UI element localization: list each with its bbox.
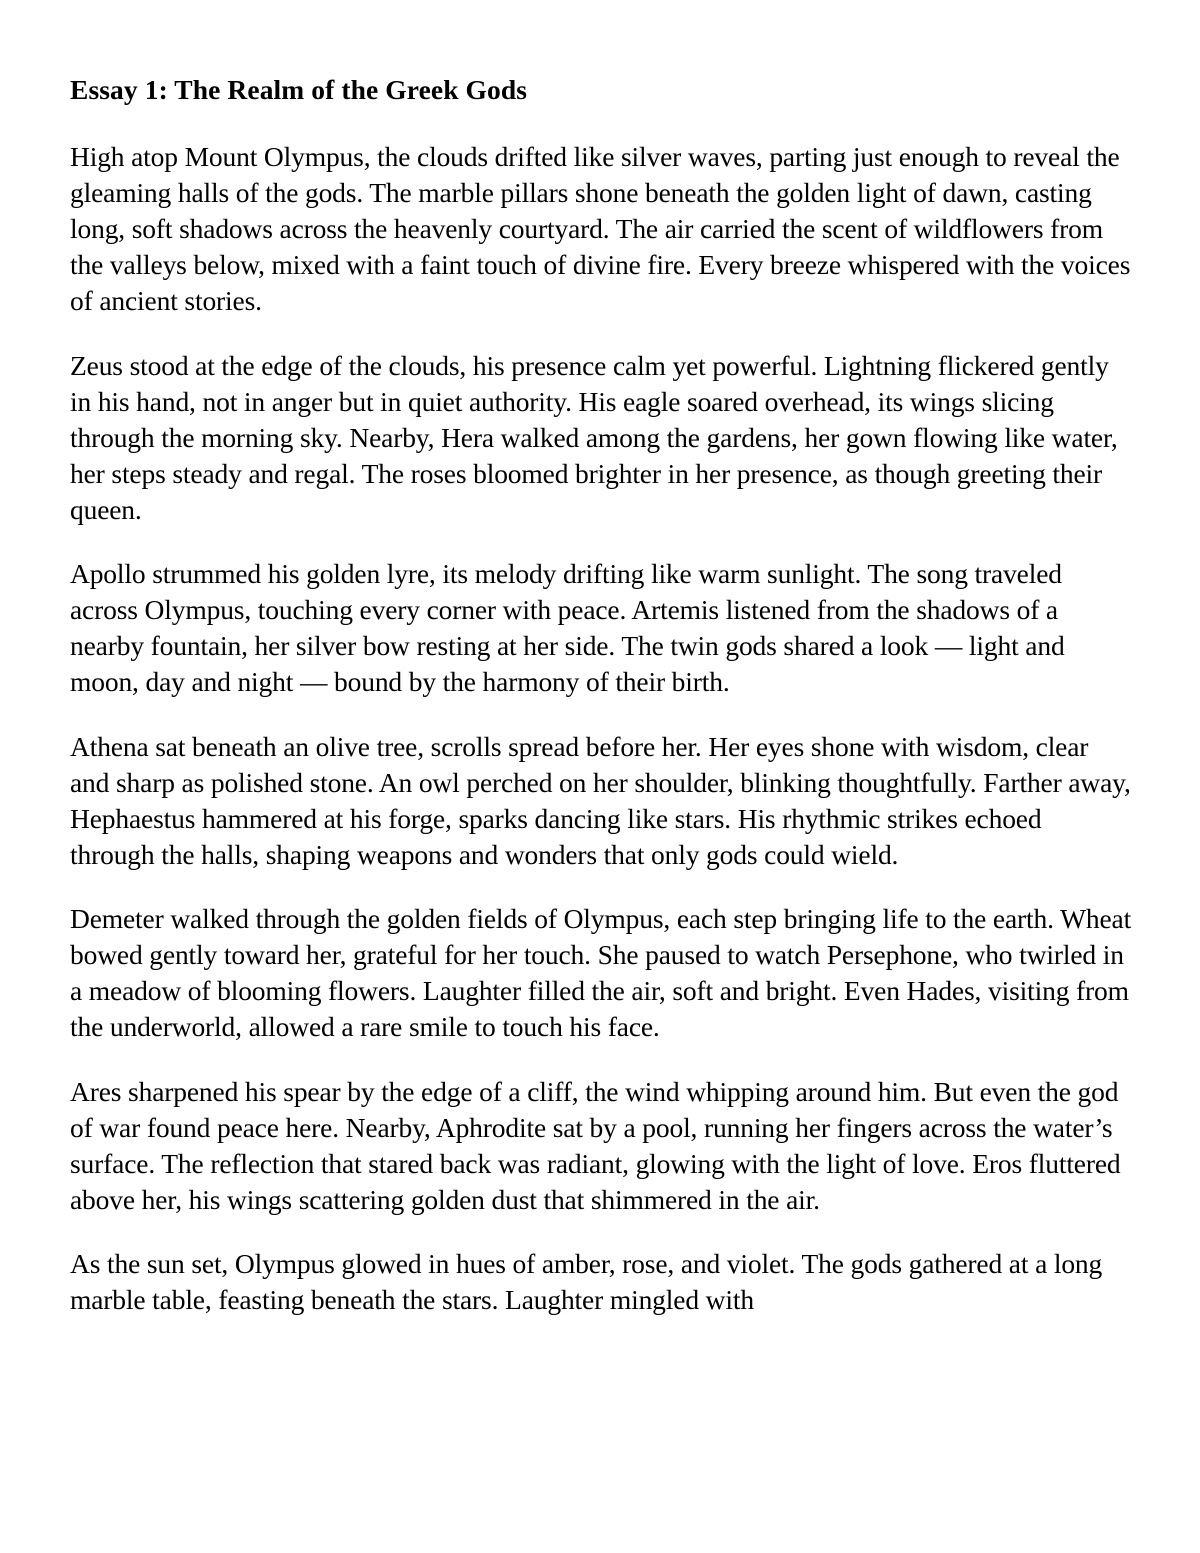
paragraph-ares-aphrodite: Ares sharpened his spear by the edge of a cliff, the wind whipping around him. But even the god of war found peace here. Nearby, Aphrodite sat by a pool, running her fingers across the water’s surface. The reflection that stared back was radiant, glowing with the light of love. Eros fluttered above her, his wings scattering golden dust that shimmered in the air. — [70, 1075, 1121, 1215]
paragraph-athena-hephaestus: Athena sat beneath an olive tree, scrolls spread before her. Her eyes shone with wisdom, clear and sharp as polished stone. An owl perched on her shoulder, blinking thoughtfully. Farther away, Hephaestus hammered at his forge, sparks dancing like stars. His rhythmic strikes echoed through the halls, shaping weapons and wonders that only gods could wield. — [70, 730, 1131, 870]
essay-title: Essay 1: The Realm of the Greek Gods — [70, 74, 528, 105]
paragraph-apollo-artemis: Apollo strummed his golden lyre, its melody drifting like warm sunlight. The song traveled across Olympus, touching every corner with peace. Artemis listened from the shadows of a nearby fountain, her silver bow resting at her side. The twin gods shared a look — light and moon, day and night — bound by the harmony of their birth. — [70, 558, 1065, 697]
paragraph-sunset: As the sun set, Olympus glowed in hues of amber, rose, and violet. The gods gathered at a long marble table, feasting beneath the stars. Laughter mingled with — [70, 1248, 1103, 1315]
paragraph-zeus-hera: Zeus stood at the edge of the clouds, his presence calm yet powerful. Lightning flickered gently in his hand, not in anger but in quiet authority. His eagle soared overhead, its wings slicing through the morning sky. Nearby, Hera walked among the gardens, her gown flowing like water, her steps steady and regal. The roses bloomed brighter in her presence, as though greeting their queen. — [70, 349, 1118, 525]
paragraph-demeter-persephone: Demeter walked through the golden fields of Olympus, each step bringing life to the earth. Wheat bowed gently toward her, grateful for her touch. She paused to watch Persephone, who twirled in a meadow of blooming flowers. Laughter filled the air, soft and bright. Even Hades, visiting from the underworld, allowed a rare smile to touch his face. — [70, 903, 1132, 1042]
document-page — [70, 72, 1132, 1347]
paragraph-olympus: High atop Mount Olympus, the clouds drifted like silver waves, parting just enough to reveal the gleaming halls of the gods. The marble pillars shone beneath the golden light of dawn, casting long, soft shadows across the heavenly courtyard. The air carried the scent of wildflowers from the valleys below, mixed with a faint touch of divine fire. Every breeze whispered with the voices of ancient stories. — [70, 141, 1131, 316]
